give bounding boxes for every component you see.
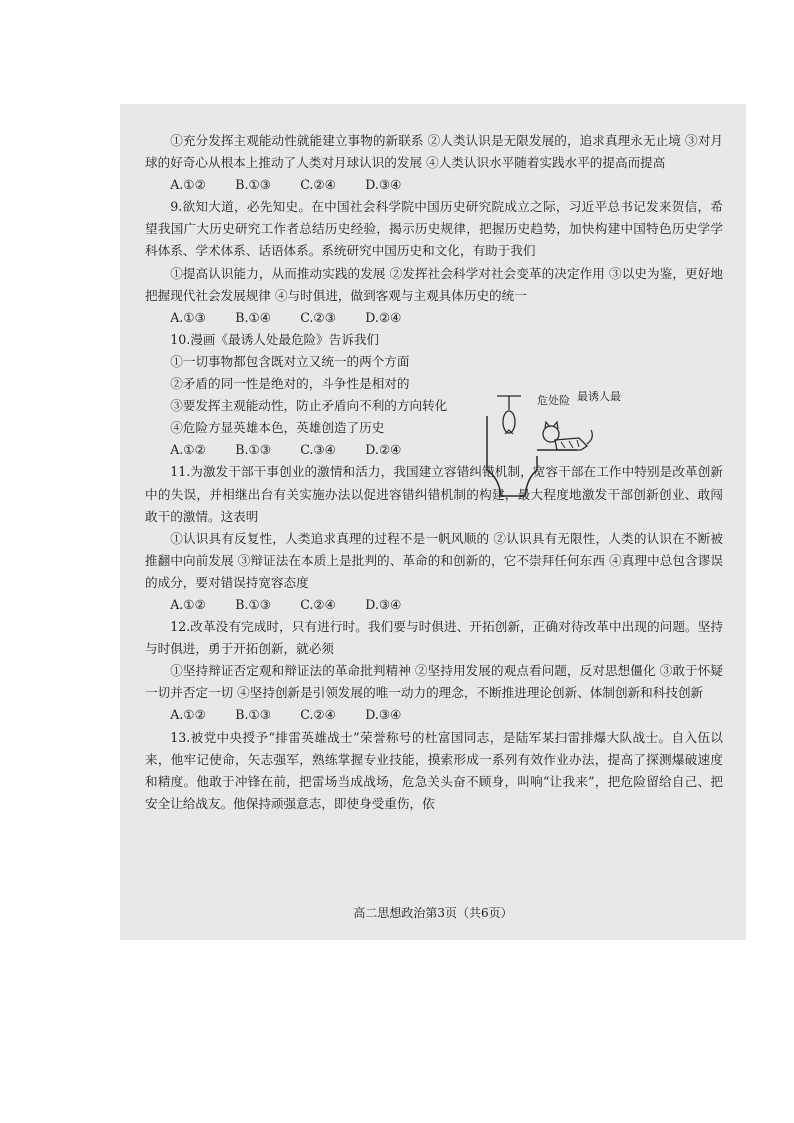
option-c: C.②③ [300,309,336,325]
page-content [145,130,723,815]
q13-stem: 13.被党中央授予“排雷英雄战士”荣誉称号的杜富国同志，是陆军某扫雷排爆大队战士。自入伍以来，他牢记使命，矢志强军，熟练掌握专业技能，摸索形成一系列有效作业办法，提高了探测爆破速度和精度。他敢于冲锋在前，把雷场当成战场，危急关头奋不顾身，叫响“让我来”，把危险留给自己、把安全让给战友。他保持顽强意志，即使身受重伤，依 [145,729,723,811]
option-d: D.③④ [365,596,402,612]
option-b: B.①③ [235,177,272,193]
option-b: B.①③ [235,707,272,723]
q9-options [145,307,723,329]
option-a: A.①② [170,442,206,458]
hanging-frame [497,396,521,410]
option-d: D.②④ [365,309,402,325]
q10-statement-2: ②矛盾的同一性是绝对的，斗争性是相对的 [170,376,410,392]
q11-stem: 11.为激发干部干事创业的激情和活力，我国建立容错纠错机制，宽容干部在工作中特别是改革创新中的失误，并相继出台有关实施办法以促进容错纠错机制的构建，最大程度地激发干部创新创业、敢闯敢干的激情。这表明 [145,464,723,524]
q8-statements: ①充分发挥主观能动性就能建立事物的新联系 ②人类认识是无限发展的，追求真理永无止境 ③对月球的好奇心从根本上推动了人类对月球认识的发展 ④人类认识水平随着实践水平的提高而提高 [145,133,723,171]
q12-stem: 12.改革没有完成时，只有进行时。我们要与时俱进、开拓创新，正确对待改革中出现的问题。坚持与时俱进，勇于开拓创新，就必须 [145,619,723,657]
q10-statement-1: ①一切事物都包含既对立又统一的两个方面 [170,353,410,369]
option-c: C.②④ [300,596,336,612]
option-d: D.③④ [365,707,402,723]
q10-stem: 10.漫画《最诱人处最危险》告诉我们 [170,331,380,347]
option-c: C.②④ [300,707,336,723]
option-b: B.①④ [235,309,272,325]
q9-statements: ①提高认识能力，从而推动实践的发展 ②发挥社会科学对社会变革的决定作用 ③以史为鉴，更好地把握现代社会发展规律 ④与时俱进，做到客观与主观具体历史的统一 [145,265,723,303]
page-footer: 高二思想政治第3页（共6页） [353,906,513,920]
cartoon-caption-left: 危处险 [537,394,570,407]
cartoon-drawing [481,386,621,506]
cliff-shape [487,416,537,496]
q12-statements: ①坚持辩证否定观和辩证法的革命批判精神 ②坚持用发展的观点看问题，反对思想僵化 ③敢于怀疑一切并否定一切 ④坚持创新是引领发展的唯一动力的理念，不断推进理论创新、体制创新和科技创新 [145,663,723,701]
exam-page [120,104,746,940]
q11-options [145,594,723,616]
option-a: A.①② [170,177,206,193]
option-c: C.②④ [300,177,336,193]
q8-options [145,174,723,196]
cartoon-illustration [481,386,621,506]
option-d: D.②④ [365,442,402,458]
option-c: C.③④ [300,442,336,458]
option-b: B.①③ [235,442,272,458]
option-a: A.①② [170,707,206,723]
q9-stem: 9.欲知大道，必先知史。在中国社会科学院中国历史研究院成立之际，习近平总书记发来贺信，希望我国广大历史研究工作者总结历史经验，揭示历史规律，把握历史趋势，加快构建中国特色历史学学科体系、学术体系、话语体系。系统研究中国历史和文化，有助于我们 [145,199,723,259]
q10-options [145,439,723,461]
option-a: A.①② [170,596,206,612]
cartoon-caption-right: 最诱人最 [577,390,621,403]
option-a: A.①③ [170,309,206,325]
option-d: D.③④ [365,177,402,193]
option-b: B.①③ [235,596,272,612]
cat-tail [587,430,592,444]
q10-statement-3: ③要发挥主观能动性，防止矛盾向不利的方向转化 [170,398,448,414]
q12-options [145,704,723,726]
q11-statements: ①认识具有反复性，人类追求真理的过程不是一帆风顺的 ②认识具有无限性，人类的认识在不断被推翻中向前发展 ③辩证法在本质上是批判的、革命的和创新的，它不崇拜任何东西 ④真理中总包含谬误的成分，要对错误持宽容态度 [145,530,723,590]
q10-statement-4: ④危险方显英雄本色，英雄创造了历史 [170,420,385,436]
